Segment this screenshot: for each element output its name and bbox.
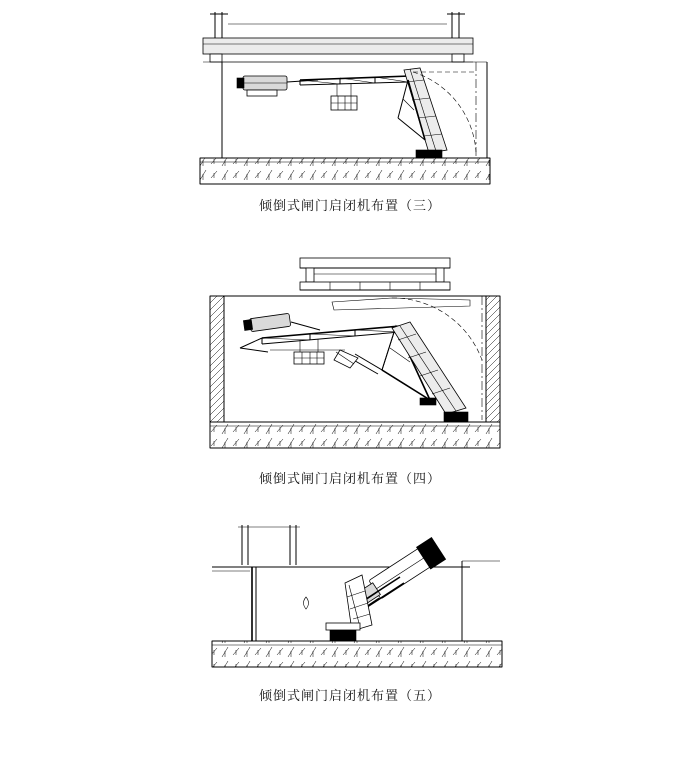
hydraulic-cylinder	[243, 313, 320, 331]
figure-4-canvas	[0, 240, 700, 468]
top-rail-assembly	[210, 12, 465, 38]
figure-3-caption: 倾倒式闸门启闭机布置（三）	[258, 199, 441, 214]
figure-5-block	[0, 505, 700, 720]
figure-4-block	[0, 240, 700, 498]
figure-4-caption: 倾倒式闸门启闭机布置（四）	[258, 472, 441, 487]
machine-house-frame	[300, 258, 450, 290]
figure-5-canvas	[0, 505, 700, 685]
detail-marker	[304, 597, 309, 609]
figure-3-block	[0, 0, 700, 226]
foundation-slab	[210, 422, 500, 448]
secondary-arm	[334, 350, 382, 374]
upper-deck-beam	[203, 38, 473, 62]
figure-3-canvas	[0, 0, 700, 195]
inclined-gate-leaf	[345, 575, 372, 631]
left-wall	[252, 567, 256, 641]
right-channel-outline	[462, 561, 500, 645]
guide-rods	[238, 525, 300, 565]
hanging-block	[331, 83, 357, 110]
foundation-slab	[200, 158, 490, 184]
foundation-slab	[212, 641, 502, 667]
inclined-gate-leaf	[404, 68, 447, 153]
figure-5-caption: 倾倒式闸门启闭机布置（五）	[258, 689, 441, 704]
